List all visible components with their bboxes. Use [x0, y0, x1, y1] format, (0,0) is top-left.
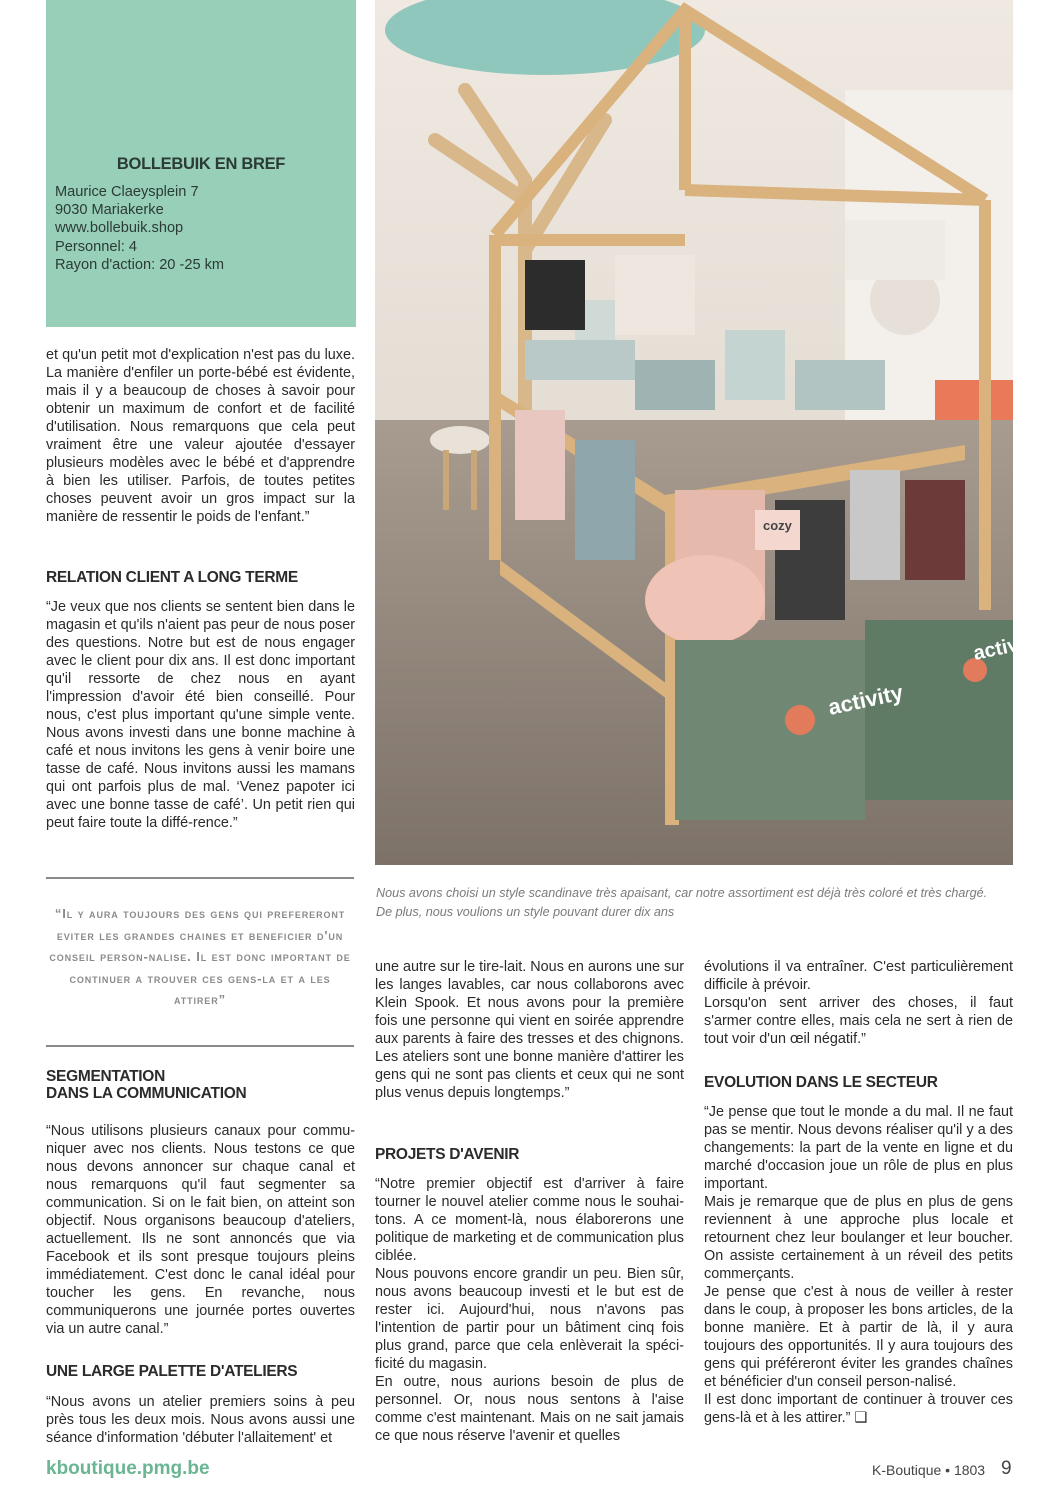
col3-sector-text [704, 1103, 1013, 1427]
heading-segmentation-line2: DANS LA COMMUNICATION [46, 1085, 247, 1102]
col2-paragraph-1: “Notre premier objectif est d'arriver à faire tourner le nouvel atelier comme nous le souhai-tons. A ce moment-là, nous élaborerons une politique de marketing et de communication plus ciblée. [375, 1176, 684, 1264]
heading-workshops: UNE LARGE PALETTE D'ATELIERS [46, 1363, 298, 1380]
col3-intro [704, 958, 1013, 1048]
col2-future-projects-text [375, 1175, 684, 1445]
info-website: www.bollebuik.shop [55, 220, 184, 237]
activity-box-label-2: activity [971, 629, 1044, 665]
end-mark-icon: ❑ [854, 1410, 868, 1426]
col3-paragraph-2: Lorsqu'on sent arriver des choses, il faut s'armer contre elles, mais cela ne sert à rien de tout voir d'un œil négatif.” [704, 995, 1013, 1047]
col1-workshops-text: “Nous avons un atelier premiers soins à peu près tous les deux mois. Nous avons aussi une séance d'information 'débuter l'allaitement' et [46, 1394, 355, 1446]
heading-segmentation-line1: SEGMENTATION [46, 1068, 165, 1085]
photo-caption [376, 884, 996, 922]
info-box-details [55, 183, 224, 274]
footer-magazine-issue: K-Boutique • 1803 [872, 1462, 986, 1478]
pull-quote: “Il y aura toujours des gens qui prefereront eviter les grandes chaines et beneficier d'un conseil person-nalise. Il est donc important de continuer a trouver ces gens-la et a les attirer” [49, 906, 351, 1007]
photo-caption-line1: Nous avons choisi un style scandinave très apaisant, car notre assortiment est déjà très coloré et très chargé. [376, 886, 988, 900]
col3-closing-text: Il est donc important de continuer à trouver ces gens-là et à les attirer.” [704, 1392, 1013, 1426]
col2-paragraph-3: En outre, nous aurions besoin de plus de personnel. Or, nous nous sentons à l'aise comme c'est maintenant. Mais on ne sait jamais ce que nous réserve l'avenir et quelles [375, 1374, 684, 1444]
col1-segmentation-text: “Nous utilisons plusieurs canaux pour commu-niquer avec nos clients. Nous testons ce que nous devons annoncer sur chaque canal et nous remarquons qu'il faut segmenter sa communication. Si on le fait bien, on atteint son objectif. Nous organisons beaucoup d'ateliers, actuellement. Ils ne sont annoncés que via Facebook et ils sont presque toujours pleins immédiatement. C'est donc le canal idéal pour toucher les gens. En revanche, nous communiquerons une journée portes ouvertes via un autre canal.” [46, 1123, 355, 1337]
cozy-bag-label: cozy [763, 518, 792, 533]
info-staff: Personnel: 4 [55, 238, 137, 255]
col2-workshops-cont: une autre sur le tire-lait. Nous en aurons une sur les langes lavables, car nous collaborons avec Klein Spook. Et nous avons pour la première fois une personne qui vient en soirée apprendre aux parents à faire des tresses et des chignons. Les ateliers sont une bonne manière d'attirer les gens qui ne sont pas clients et ceux qui ne sont plus venus depuis longtemps.” [375, 959, 684, 1101]
col1-client-relation-text: “Je veux que nos clients se sentent bien dans le magasin et qu'ils n'aient pas peur de nous poser des questions. Notre but est de nous engager avec le client pour dix ans. Il est donc important qu'il ressorte de chez nous en ayant l'impression d'avoir été bien conseillé. Pour nous, c'est plus important qu'une simple vente. Nous avons investi dans une bonne machine à café et nous invitons les gens à venir boire une tasse de café. Nous invitons aussi les mamans qui ont parfois plus de mal. ‘Venez papoter ici avec une bonne tasse de café’. Un petit rien qui peut faire toute la diffé-rence.” [46, 599, 355, 831]
info-box [46, 0, 356, 327]
col1-intro: et qu'un petit mot d'explication n'est pas du luxe. La manière d'enfiler un porte-bébé est évidente, mais il y a beaucoup de choses à savoir pour obtenir un maximum de confort et de facilité d'utilisation. Nous remarquons que cela peut vraiment être une valeur ajoutée d'essayer plusieurs modèles avec le bébé et d'apprendre à bien les utiliser. Parfois, de toutes petites choses peuvent avoir un gros impact sur la manière de ressentir le poids de l'enfant.” [46, 347, 355, 525]
page-number: 9 [1001, 1458, 1012, 1479]
info-address-city: 9030 Mariakerke [55, 202, 164, 219]
info-address-street: Maurice Claeysplein 7 [55, 184, 199, 200]
store-interior-illustration [375, 0, 1044, 865]
store-photo [375, 0, 1044, 865]
col3-paragraph-4: Mais je remarque que de plus en plus de gens reviennent à une approche plus locale et retournent chez leur boulanger et leur boucher. On assiste certainement à un réveil des petits commerçants. [704, 1194, 1013, 1282]
info-box-title: BOLLEBUIK EN BREF [116, 155, 286, 173]
quote-bottom-rule [46, 1045, 354, 1047]
col2-paragraph-2: Nous pouvons encore grandir un peu. Bien sûr, nous avons beaucoup investi et le but est de rester ici. Aujourd'hui, nous n'avons pas l'intention de partir pour un bâtiment cinq fois plus grand, parce que cela enlèverait la spéci-ficité du magasin. [375, 1266, 684, 1372]
activity-box-label: activity [825, 679, 906, 720]
heading-client-relation: RELATION CLIENT A LONG TERME [46, 569, 298, 586]
quote-top-rule [46, 877, 354, 879]
col3-paragraph-3: “Je pense que tout le monde a du mal. Il ne faut pas se mentir. Nous devons réaliser qu'il y a des changements: la part de la vente en ligne et du marché d'occasion joue un rôle de plus en plus important. [704, 1104, 1013, 1192]
heading-segmentation [46, 1068, 355, 1102]
photo-caption-line2: De plus, nous voulions un style pouvant durer dix ans [376, 905, 675, 919]
heading-sector-evolution: EVOLUTION DANS LE SECTEUR [704, 1074, 938, 1091]
heading-future-projects: PROJETS D'AVENIR [375, 1146, 520, 1163]
col3-paragraph-5: Je pense que c'est à nous de veiller à rester dans le coup, à proposer les bons articles, de la bonne manière. Et à partir de là, il y aura toujours des opportunités. Il y aura toujours des gens qui préféreront éviter les grandes chaînes et bénéficier d'un conseil person-nalisé. [704, 1284, 1013, 1390]
col3-paragraph-1: évolutions il va entraîner. C'est particulièrement difficile à prévoir. [704, 959, 1013, 993]
footer-website-link[interactable]: kboutique.pmg.be [46, 1458, 210, 1479]
info-range: Rayon d'action: 20 -25 km [55, 256, 225, 273]
col3-paragraph-6 [704, 1391, 1013, 1427]
